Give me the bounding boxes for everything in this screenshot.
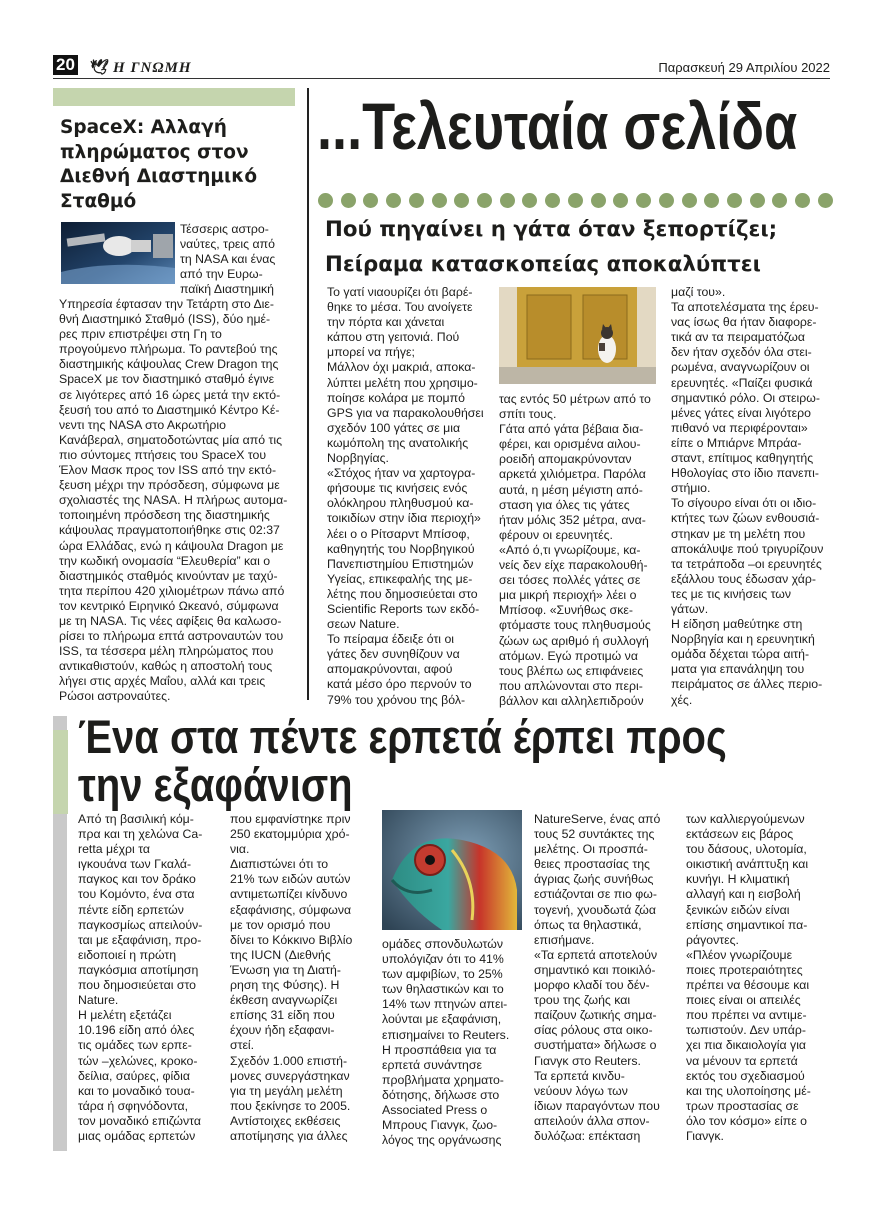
spacex-title: SpaceX: Αλλαγή πληρώματος στον Διεθνή Διαστημικό Σταθμό [60,117,258,212]
divider-dot [591,193,606,208]
section-title: ...Τελευταία σελίδα [317,89,798,163]
cat-photo [499,287,656,384]
divider-dot [318,193,333,208]
cat-column-2: τας εντός 50 μέτρων από το σπίτι τους. Γάτα από γάτα βέβαια δια- φέρει, και ορισμένα αιλου- ροειδή απομακρύνονταν αρκετά χιλιόμετρα. Παρόλα αυτά, η μέση μέγιστη από- σταση για όλες τις γάτες ήταν μόλις 352 μέτρα, ανα- φέρουν οι ερευνητές. «Από ό,τι γνωρίζουμε, κα- νείς δεν είχε παρακολουθή- σει τόσες πολλές γάτες σε μια μικρή περιοχή» λέει ο Μπίσοφ. «Συνήθως σκε- φτόμαστε τους πληθυσμούς ζώων ως αριθμό ή συλλογή ατόμων. Εγώ προτιμώ να τους βλέπω ως επιφάνειες που απλώνονται στο περι- βάλλον και αλληλεπιδρούν [499,392,651,708]
spacex-intro: Τέσσερις αστρο- ναύτες, τρεις από τη NASA και ένας από την Ευρω- παϊκή Διαστημική [180,222,276,297]
reptiles-title-line1: Ένα στα πέντε ερπετά έρπει προς [78,710,727,763]
reptiles-column-1: Από τη βασιλική κόμ- πρα και τη χελώνα Ca- retta μέχρι τα ιγκουάνα των Γκαλά- παγκος και τον δράκο του Κομόντο, ένα στα πέντε είδη ερπετών παγκοσμίως απειλούν- ται με εξαφάνιση, προ- ειδοποιεί η πρώτη παγκόσμια αποτίμηση που δημοσιεύεται στο Nature. Η μελέτη εξετάζει 10.196 είδη από όλες τις ομάδες των ερπε- τών –χελώνες, κροκο- δείλια, σαύρες, φίδια και το μοναδικό τουα- τάρα ή σφηνόδοντα, τον μοναδικό επιζώντα μιας ομάδας ερπετών [78,812,203,1143]
cat-title-line1: Πού πηγαίνει η γάτα όταν ξεπορτίζει; [325,217,778,242]
divider-dot [636,193,651,208]
divider-dot [454,193,469,208]
divider-dot [522,193,537,208]
divider-dot [386,193,401,208]
divider-dot [545,193,560,208]
reptiles-column-4: NatureServe, ένας από τους 52 συντάκτες της μελέτης. Οι προσπά- θειες προστασίας της άγριας ζωής συνήθως εστιάζονται σε πιο φω- τογενή, χνουδωτά ζώα όπως τα θηλαστικά, επισήμανε. «Τα ερπετά αποτελούν σημαντικό και ποικιλό- μορφο κλαδί του δέν- τρου της ζωής και παίζουν ζωτικής σημα- σίας ρόλους στα οικο- συστήματα» δήλωσε ο Γιανγκ στο Reuters. Τα ερπετά κινδυ- νεύουν λόγω των ίδιων παραγόντων που απειλούν άλλα σπον- δυλόζωα: επέκταση [534,812,661,1143]
divider-dot [772,193,787,208]
spacex-body: Υπηρεσία έφτασαν την Τετάρτη στο Διε- θνή Διαστημικό Σταθμό (ISS), δύο ημέ- ρες πριν επιστρέψει στη Γη το προγούμενο πλήρωμα. Το ραντεβού της διαστημικής κάψουλας Crew Dragon της SpaceX με τον διαστημικό σταθμό έγινε σε λιγότερες από 16 ώρες μετά την εκτό- ξευσή του από το Διαστημικό Κέντρο Κέ- νεντι της NASA στο Ακρωτήριο Κανάβεραλ, σηματοδοτώντας μία από τις πιο σύντομες πτήσεις του SpaceX του Έλον Μασκ προς τον ISS από την εκτό- ξευση μέχρι την πρόσδεση, σύμφωνα με σχολιαστές της NASA. Η πλήρως αυτομα- τοποιημένη πρόσδεση της διαστημικής κάψουλας πραγματοποιήθηκε στις 02:37 ώρα Ελλάδας, ενώ η κάψουλα Dragon με την κωδική ονομασία “Ελευθερία” και ο διαστημικός σταθμός κινούνταν με ταχύ- τητα περίπου 420 χιλιομέτρων πάνω από τον κεντρικό Ειρηνικό Ωκεανό, σύμφωνα με τη NASA. Τις νέες αφίξεις θα καλωσο- ρίσει το πλήρωμα επτά αστροναυτών του ISS, τα τέσσερα μέλη πληρώματος που αντικαθιστούν, καθώς η αποστολή τους λήγει στις αρχές Μαΐου, αλλά και τρεις Ρώσοι αστροναύτες. [59,297,288,704]
publication-logo [90,58,192,77]
divider-dot [341,193,356,208]
cat-column-3: μαζί του». Τα αποτελέσματα της έρευ- νας ίσως θα ήταν διαφορε- τικά αν τα πειραματόζωα δεν ήταν σχεδόν όλα στει- ρωμένα, αναγνωρίζουν οι ερευνητές. «Παίζει φυσικά σημαντικό ρόλο. Οι στειρω- μένες γάτες είναι λιγότερο πιθανό να περιφέρονται» είπε ο Μπιάρνε Μπράα- σταντ, επίτιμος καθηγητής Ηθολογίας στο ίδιο πανεπι- στήμιο. Το σίγουρο είναι ότι οι ιδιο- κτήτες των ζώων ενθουσιά- στηκαν με τη μελέτη που αποκάλυψε πού τριγυρίζουν τα τετράποδα –οι ερευνητές εξάλλου τους έδωσαν χάρ- τες με τις κινήσεις των γάτων. Η είδηση μαθεύτηκε στη Νορβηγία και η ερευνητική ομάδα δέχεται τώρα αιτή- ματα για επανάληψη του πειράματος σε άλλες περιο- χές. [671,285,824,707]
reptiles-accent-bar [53,730,68,814]
divider-dot [363,193,378,208]
issue-date: Παρασκευή 29 Απριλίου 2022 [658,60,830,75]
divider-dot [500,193,515,208]
divider-dot [727,193,742,208]
divider-dot [613,193,628,208]
reptiles-column-2: που εμφανίστηκε πριν 250 εκατομμύρια χρό- νια. Διαπιστώνει ότι το 21% των ειδών αυτών αντιμετωπίζει κίνδυνο εξαφάνισης, σύμφωνα με τον ορισμό που δίνει το Κόκκινο Βιβλίο της IUCN (Διεθνής Ένωση για τη Διατή- ρηση της Φύσης). Η έκθεση αναγνωρίζει επίσης 31 είδη που έχουν ήδη εξαφανι- στεί. Σχεδόν 1.000 επιστή- μονες συνεργάστηκαν για τη μεγάλη μελέτη που ξεκίνησε το 2005. Αντίστοιχες εκθέσεις αποτίμησης για άλλες [230,812,353,1143]
divider-dot [795,193,810,208]
divider-dot [704,193,719,208]
reptiles-column-3: ομάδες σπονδυλωτών υπολόγιζαν ότι το 41% των αμφιβίων, το 25% των θηλαστικών και το 14% των πτηνών απει- λούνται με εξαφάνιση, επισημαίνει το Reuters. Η προσπάθεια για τα ερπετά συνάντησε προβλήματα χρηματο- δότησης, δήλωσε στο Associated Press ο Μπρους Γιανγκ, ζωο- λόγος της οργάνωσης [382,937,510,1148]
divider-dot [659,193,674,208]
divider-dot [750,193,765,208]
divider-dot [568,193,583,208]
spacex-accent-bar [53,88,295,106]
reptiles-title-line2: την εξαφάνιση [78,758,353,811]
divider-dot [432,193,447,208]
divider-dot [818,193,833,208]
column-divider [307,88,309,700]
reptiles-column-5: των καλλιεργούμενων εκτάσεων εις βάρος του δάσους, υλοτομία, οικιστική ανάπτυξη και κυνήγι. Η κλιματική αλλαγή και η εισβολή ξενικών ειδών είναι επίσης σημαντικοί πα- ράγοντες. «Πλέον γνωρίζουμε ποιες προτεραιότητες πρέπει να θέσουμε και ποιες είναι οι απειλές που πρέπει να αντιμε- τωπιστούν. Δεν υπάρ- χει πια δικαιολογία για να μένουν τα ερπετά εκτός του σχεδιασμού και της υλοποίησης μέ- τρων προστασίας σε όλο τον κόσμο» είπε ο Γιανγκ. [686,812,811,1143]
divider-dot [477,193,492,208]
header-rule [53,78,830,79]
spacex-photo [61,222,175,284]
page-number: 20 [53,55,78,75]
publication-name: Η ΓΝΩΜΗ [113,60,192,76]
cat-title-line2: Πείραμα κατασκοπείας αποκαλύπτει [325,252,761,277]
divider-dot [409,193,424,208]
bird-icon: 🕊 [90,60,111,76]
dot-divider [318,193,833,208]
divider-dot [682,193,697,208]
chameleon-photo [382,810,522,930]
cat-column-1: Το γατί νιαουρίζει ότι βαρέ- θηκε το μέσα. Του ανοίγετε την πόρτα και χάνεται κάπου στη γειτονιά. Πού μπορεί να πήγε; Μάλλον όχι μακριά, αποκα- λύπτει μελέτη που χρησιμο- ποίησε κολάρα με πομπό GPS για να παρακολουθήσει σχεδόν 100 γάτες σε μια κωμόπολη της ανατολικής Νορβηγίας. «Στόχος ήταν να χαρτογρα- φήσουμε τις κινήσεις ενός ολόκληρου πληθυσμού κα- τοικιδίων στην ίδια περιοχή» λέει ο ο Ρίτσαρντ Μπίσοφ, καθηγητής του Νορβηγικού Πανεπιστημίου Επιστημών Υγείας, επικεφαλής της με- λέτης που δημοσιεύεται στο Scientific Reports των εκδό- σεων Nature. Το πείραμα έδειξε ότι οι γάτες δεν συνηθίζουν να απομακρύνονται, αφού κατά μέσο όρο περνούν το 79% του χρόνου της βόλ- [327,285,484,707]
